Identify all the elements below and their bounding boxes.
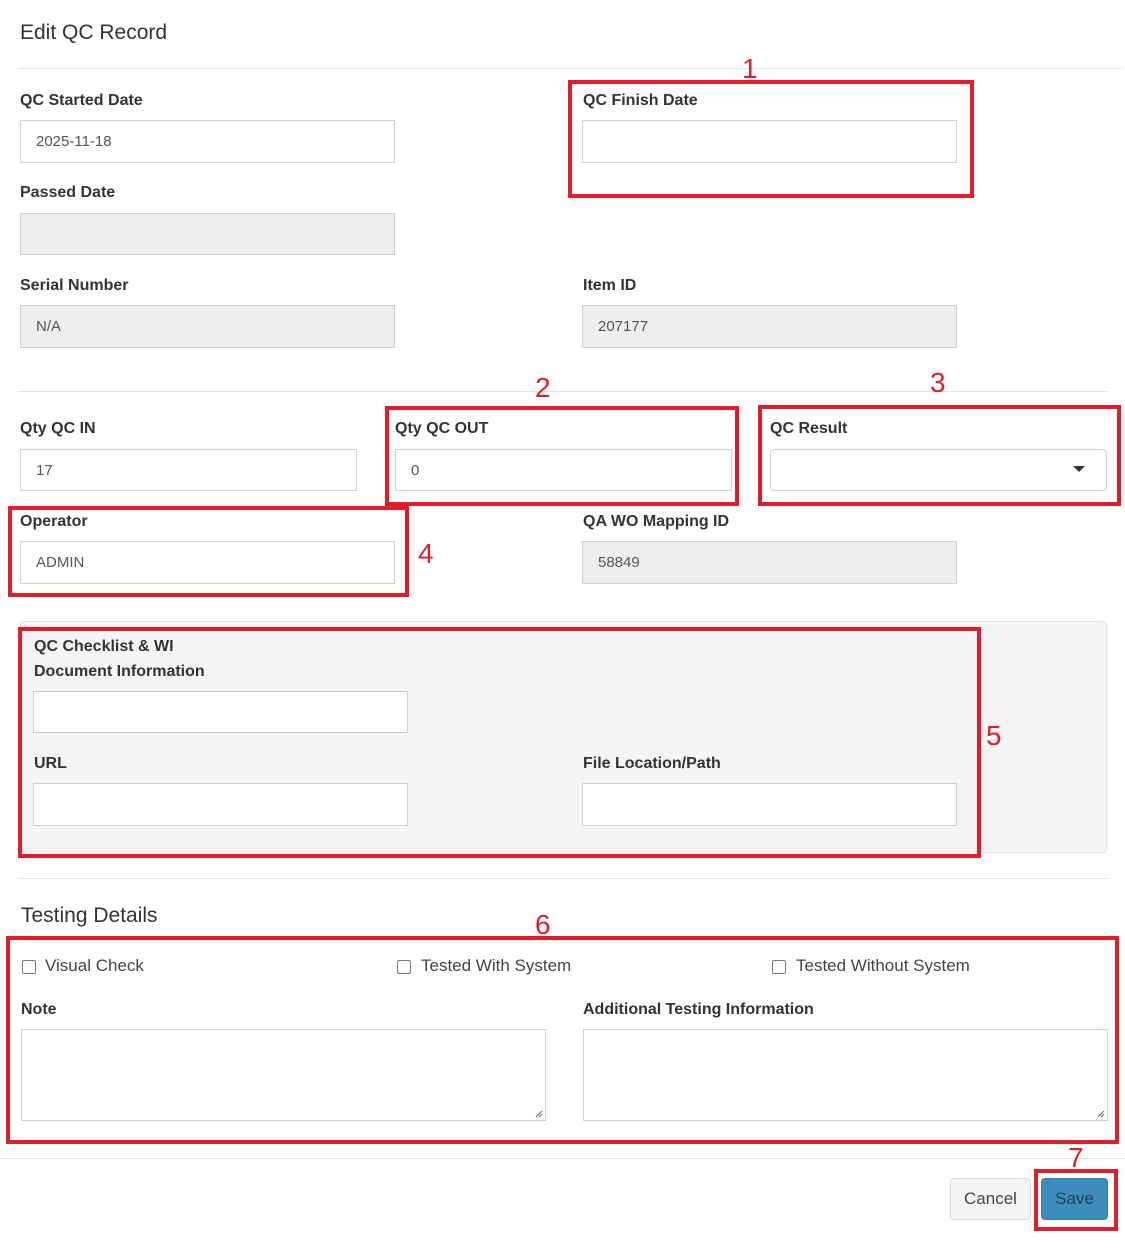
annotation-box-2 [385,406,739,506]
annotation-number-2: 2 [535,372,551,403]
item-id-label: Item ID [583,277,637,294]
qc-started-date-input[interactable]: 2025-11-18 [20,120,395,163]
cancel-button[interactable]: Cancel [950,1178,1031,1220]
qa-wo-mapping-id-label: QA WO Mapping ID [583,513,730,530]
save-button[interactable]: Save [1041,1178,1108,1220]
qty-qc-out-label: Qty QC OUT [395,420,489,437]
annotation-number-5: 5 [986,720,1002,751]
passed-date-input[interactable] [20,213,395,255]
testing-details-title: Testing Details [21,904,158,927]
testing-divider [18,878,1108,879]
qty-qc-out-input[interactable]: 0 [395,449,732,491]
note-label: Note [21,1001,57,1018]
qc-checklist-heading: QC Checklist & WI [34,638,174,655]
file-location-label: File Location/Path [583,755,721,772]
additional-testing-label: Additional Testing Information [583,1001,814,1018]
qty-qc-in-label: Qty QC IN [20,420,96,437]
annotation-number-4: 4 [418,538,434,569]
qa-wo-mapping-id-input[interactable]: 58849 [582,541,957,584]
annotation-number-3: 3 [930,367,946,398]
operator-input[interactable]: ADMIN [20,541,395,584]
item-id-input[interactable]: 207177 [582,305,957,348]
serial-number-input[interactable]: N/A [20,305,395,348]
page-title: Edit QC Record [20,21,168,44]
visual-check-label: Visual Check [45,956,144,975]
qty-qc-in-input[interactable]: 17 [20,449,357,491]
annotation-box-4 [8,506,409,597]
qc-finish-date-label: QC Finish Date [583,92,698,109]
footer-divider [0,1158,1125,1159]
serial-number-label: Serial Number [20,277,129,294]
annotation-box-6 [6,936,1119,1144]
passed-date-label: Passed Date [20,184,116,201]
annotation-box-5 [18,627,981,858]
document-information-label: Document Information [34,663,205,680]
annotation-box-7 [1034,1169,1118,1231]
header-divider [18,68,1123,69]
tested-without-system-label: Tested Without System [796,956,970,975]
annotation-box-3 [758,405,1121,506]
qc-started-date-label: QC Started Date [20,92,143,109]
annotation-number-7: 7 [1068,1142,1084,1173]
qc-result-label: QC Result [770,420,848,437]
tested-with-system-label: Tested With System [421,956,572,975]
annotation-box-1 [568,80,974,198]
operator-label: Operator [20,513,88,530]
annotation-number-1: 1 [742,53,758,84]
url-label: URL [34,755,67,772]
annotation-number-6: 6 [535,909,551,940]
